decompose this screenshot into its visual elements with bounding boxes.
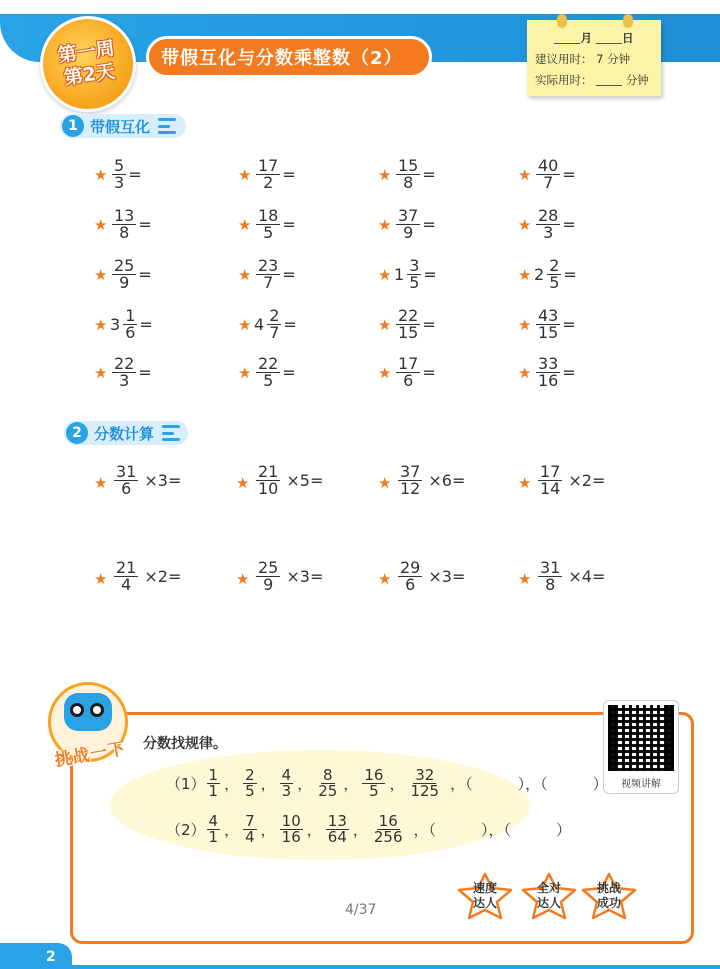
numerator: 10 bbox=[281, 812, 301, 830]
conversion-problem bbox=[394, 258, 437, 291]
fraction bbox=[256, 356, 280, 389]
fraction bbox=[112, 356, 136, 389]
equals-sign: = bbox=[282, 363, 296, 382]
equals-sign: = bbox=[422, 315, 436, 334]
denominator: 1 bbox=[208, 782, 219, 800]
time-sticky-note bbox=[527, 20, 661, 96]
equals-sign: = bbox=[423, 265, 437, 284]
numerator: 21 bbox=[116, 558, 137, 577]
denominator: 7 bbox=[263, 273, 274, 292]
fraction bbox=[407, 258, 421, 291]
month-label: 月 bbox=[580, 31, 592, 45]
star-icon: ★ bbox=[378, 364, 392, 382]
numerator: 13 bbox=[114, 206, 135, 225]
qr-code-icon bbox=[608, 705, 674, 771]
star-icon: ★ bbox=[238, 266, 252, 284]
conversion-problem bbox=[394, 158, 436, 191]
denominator: 7 bbox=[543, 173, 554, 192]
denominator: 8 bbox=[403, 173, 414, 192]
actual-time-blank[interactable] bbox=[596, 72, 622, 86]
star-icon: ★ bbox=[518, 570, 532, 588]
fraction bbox=[114, 464, 138, 497]
answer-blanks[interactable]: ，（ ），（ ） bbox=[450, 775, 608, 793]
denominator: 4 bbox=[121, 575, 132, 594]
dashes-icon bbox=[162, 425, 184, 441]
fraction bbox=[408, 768, 441, 799]
challenge-label: 挑战一下 bbox=[53, 738, 128, 772]
badge-label: 速度 达人 bbox=[472, 881, 497, 910]
equals-sign: = bbox=[563, 265, 577, 284]
fraction bbox=[536, 158, 560, 191]
numerator: 13 bbox=[327, 812, 347, 830]
star-icon: ★ bbox=[518, 216, 532, 234]
star-icon: ★ bbox=[518, 364, 532, 382]
equals-sign: = bbox=[139, 315, 153, 334]
star-icon: ★ bbox=[94, 266, 108, 284]
numerator: 40 bbox=[538, 156, 559, 175]
separator: ， bbox=[224, 821, 240, 839]
fraction bbox=[256, 208, 280, 241]
numerator: 7 bbox=[245, 812, 255, 830]
conversion-problem bbox=[534, 208, 576, 241]
section-2-heading bbox=[64, 421, 188, 445]
star-icon: ★ bbox=[94, 216, 108, 234]
conversion-problem bbox=[394, 208, 436, 241]
denominator: 64 bbox=[327, 828, 347, 846]
fraction bbox=[243, 814, 257, 845]
numerator: 1 bbox=[125, 306, 136, 325]
page-indicator: 4/37 bbox=[345, 902, 377, 918]
numerator: 2 bbox=[269, 306, 280, 325]
section-number: 1 bbox=[62, 115, 84, 137]
fraction bbox=[316, 768, 339, 799]
achievement-badge[interactable] bbox=[580, 872, 638, 920]
numerator: 31 bbox=[540, 558, 561, 577]
numerator: 37 bbox=[400, 462, 421, 481]
sequence-1 bbox=[166, 768, 608, 799]
fraction bbox=[372, 814, 405, 845]
whole-number: 4 bbox=[254, 315, 265, 334]
separator: ， bbox=[306, 821, 322, 839]
numerator: 28 bbox=[538, 206, 559, 225]
denominator: 15 bbox=[398, 323, 419, 342]
suggested-time-row bbox=[535, 49, 653, 70]
equals-sign: = bbox=[422, 215, 436, 234]
equals-sign: = bbox=[128, 165, 142, 184]
multiplier: ×5= bbox=[286, 471, 324, 490]
star-icon: ★ bbox=[94, 364, 108, 382]
fraction bbox=[547, 258, 561, 291]
date-row bbox=[535, 28, 653, 49]
equals-sign: = bbox=[562, 363, 576, 382]
sequence-label: （1） bbox=[166, 775, 206, 793]
multiplication-problem bbox=[536, 560, 605, 593]
fraction bbox=[396, 356, 420, 389]
day-blank[interactable] bbox=[596, 30, 622, 44]
star-icon: ★ bbox=[238, 216, 252, 234]
star-icon: ★ bbox=[94, 474, 108, 492]
numerator: 25 bbox=[114, 256, 135, 275]
numerator: 33 bbox=[538, 354, 559, 373]
multiplication-problem bbox=[396, 464, 465, 497]
fraction bbox=[536, 208, 560, 241]
lesson-title bbox=[146, 36, 432, 78]
numerator: 18 bbox=[258, 206, 279, 225]
conversion-problem bbox=[110, 356, 152, 389]
denominator: 3 bbox=[281, 782, 292, 800]
star-icon: ★ bbox=[518, 474, 532, 492]
suggested-time-label: 建议用时： bbox=[535, 52, 593, 66]
conversion-problem bbox=[394, 308, 436, 341]
denominator: 5 bbox=[549, 273, 560, 292]
numerator: 17 bbox=[258, 156, 279, 175]
denominator: 12 bbox=[400, 479, 421, 498]
denominator: 8 bbox=[545, 575, 556, 594]
separator: ， bbox=[260, 775, 276, 793]
conversion-problem bbox=[110, 308, 153, 341]
equals-sign: = bbox=[138, 215, 152, 234]
star-icon: ★ bbox=[236, 570, 250, 588]
star-icon: ★ bbox=[94, 570, 108, 588]
fraction bbox=[536, 308, 560, 341]
conversion-problem bbox=[534, 258, 577, 291]
fraction bbox=[112, 208, 136, 241]
numerator: 25 bbox=[258, 558, 279, 577]
fraction bbox=[536, 356, 560, 389]
denominator: 3 bbox=[119, 371, 130, 390]
numerator: 3 bbox=[409, 256, 420, 275]
denominator: 1 bbox=[208, 828, 219, 846]
eye-icon bbox=[70, 703, 84, 717]
numerator: 32 bbox=[415, 766, 435, 784]
multiplication-problem bbox=[396, 560, 465, 593]
denominator: 6 bbox=[403, 371, 414, 390]
day-label: 第2天 bbox=[62, 60, 117, 90]
denominator: 5 bbox=[245, 782, 255, 800]
denominator: 9 bbox=[403, 223, 414, 242]
star-icon: ★ bbox=[238, 316, 252, 334]
numerator: 4 bbox=[281, 766, 292, 784]
denominator: 15 bbox=[538, 323, 559, 342]
section-1-heading bbox=[60, 114, 186, 138]
fraction bbox=[207, 768, 221, 799]
numerator: 2 bbox=[549, 256, 560, 275]
fraction bbox=[112, 158, 126, 191]
numerator: 37 bbox=[398, 206, 419, 225]
denominator: 4 bbox=[245, 828, 255, 846]
multiplier: ×3= bbox=[428, 567, 466, 586]
fraction bbox=[267, 308, 281, 341]
multiplier: ×4= bbox=[568, 567, 606, 586]
equals-sign: = bbox=[282, 265, 296, 284]
numerator: 16 bbox=[364, 766, 384, 784]
star-icon: ★ bbox=[378, 474, 392, 492]
denominator: 9 bbox=[119, 273, 130, 292]
sequence-2 bbox=[166, 814, 571, 845]
star-icon: ★ bbox=[238, 166, 252, 184]
pin-icon bbox=[623, 14, 633, 28]
fraction bbox=[538, 560, 562, 593]
conversion-problem bbox=[110, 258, 152, 291]
day-label-note: 日 bbox=[622, 31, 634, 45]
numerator: 21 bbox=[258, 462, 279, 481]
denominator: 10 bbox=[258, 479, 279, 498]
numerator: 2 bbox=[245, 766, 255, 784]
numerator: 17 bbox=[540, 462, 561, 481]
qr-code[interactable] bbox=[603, 700, 679, 794]
conversion-problem bbox=[394, 356, 436, 389]
denominator: 5 bbox=[263, 371, 274, 390]
star-icon: ★ bbox=[378, 216, 392, 234]
numerator: 43 bbox=[538, 306, 559, 325]
suggested-time-value: 7 bbox=[596, 52, 604, 66]
conversion-problem bbox=[254, 308, 297, 341]
equals-sign: = bbox=[282, 215, 296, 234]
denominator: 16 bbox=[281, 828, 301, 846]
denominator: 6 bbox=[121, 479, 132, 498]
badge-label: 挑战 成功 bbox=[596, 881, 621, 910]
fraction bbox=[256, 158, 280, 191]
actual-time-row bbox=[535, 70, 653, 91]
separator: ， bbox=[389, 775, 405, 793]
fraction bbox=[112, 258, 136, 291]
equals-sign: = bbox=[422, 363, 436, 382]
fraction bbox=[326, 814, 349, 845]
numerator: 1 bbox=[208, 766, 219, 784]
denominator: 125 bbox=[410, 782, 440, 800]
multiplication-problem bbox=[254, 464, 323, 497]
fraction bbox=[256, 258, 280, 291]
denominator: 2 bbox=[263, 173, 274, 192]
fraction bbox=[207, 814, 221, 845]
denominator: 5 bbox=[263, 223, 274, 242]
eye-icon bbox=[90, 703, 104, 717]
fraction bbox=[396, 308, 420, 341]
star-icon: ★ bbox=[94, 316, 108, 334]
dashes-icon bbox=[158, 118, 180, 134]
conversion-problem bbox=[534, 356, 576, 389]
denominator: 6 bbox=[125, 323, 136, 342]
fraction bbox=[538, 464, 562, 497]
denominator: 3 bbox=[114, 173, 125, 192]
numerator: 5 bbox=[114, 156, 125, 175]
multiplier: ×3= bbox=[286, 567, 324, 586]
conversion-problem bbox=[110, 208, 152, 241]
star-icon: ★ bbox=[518, 266, 532, 284]
conversion-problem bbox=[110, 158, 142, 191]
fraction bbox=[280, 768, 294, 799]
fraction bbox=[362, 768, 385, 799]
conversion-problem bbox=[254, 158, 296, 191]
equals-sign: = bbox=[562, 315, 576, 334]
numerator: 22 bbox=[114, 354, 135, 373]
star-icon: ★ bbox=[378, 570, 392, 588]
numerator: 29 bbox=[400, 558, 421, 577]
equals-sign: = bbox=[138, 265, 152, 284]
achievement-badge[interactable] bbox=[456, 872, 514, 920]
numerator: 8 bbox=[323, 766, 333, 784]
section-number: 2 bbox=[66, 422, 88, 444]
conversion-problem bbox=[254, 208, 296, 241]
week-label: 第一周 bbox=[56, 37, 117, 67]
fraction bbox=[256, 560, 280, 593]
separator: ， bbox=[224, 775, 240, 793]
actual-time-label: 实际用时： bbox=[535, 73, 593, 87]
equals-sign: = bbox=[422, 165, 436, 184]
badge-label: 全对 达人 bbox=[536, 881, 561, 910]
multiplier: ×2= bbox=[144, 567, 182, 586]
equals-sign: = bbox=[138, 363, 152, 382]
equals-sign: = bbox=[282, 165, 296, 184]
star-icon: ★ bbox=[378, 166, 392, 184]
pin-icon bbox=[557, 14, 567, 28]
fraction bbox=[243, 768, 257, 799]
separator: ， bbox=[260, 821, 276, 839]
minutes-unit: 分钟 bbox=[607, 52, 631, 66]
multiplication-problem bbox=[254, 560, 323, 593]
denominator: 5 bbox=[369, 782, 379, 800]
denominator: 16 bbox=[538, 371, 559, 390]
denominator: 256 bbox=[373, 828, 403, 846]
lesson-title-text: 带假互化与分数乘整数（2） bbox=[161, 48, 403, 69]
separator: ， bbox=[297, 775, 313, 793]
star-icon: ★ bbox=[236, 474, 250, 492]
fraction bbox=[256, 464, 280, 497]
multiplier: ×2= bbox=[568, 471, 606, 490]
numerator: 16 bbox=[378, 812, 398, 830]
conversion-problem bbox=[534, 158, 576, 191]
numerator: 22 bbox=[398, 306, 419, 325]
fraction bbox=[398, 560, 422, 593]
answer-blanks[interactable]: ，（ ），（ ） bbox=[413, 821, 572, 839]
star-icon: ★ bbox=[378, 266, 392, 284]
multiplication-problem bbox=[536, 464, 605, 497]
numerator: 15 bbox=[398, 156, 419, 175]
month-blank[interactable] bbox=[554, 30, 580, 44]
section-title: 带假互化 bbox=[90, 117, 151, 136]
equals-sign: = bbox=[562, 215, 576, 234]
robot-mascot-icon bbox=[64, 693, 112, 731]
fraction bbox=[123, 308, 137, 341]
equals-sign: = bbox=[562, 165, 576, 184]
denominator: 8 bbox=[119, 223, 130, 242]
achievement-badge[interactable] bbox=[520, 872, 578, 920]
conversion-problem bbox=[534, 308, 576, 341]
denominator: 7 bbox=[269, 323, 280, 342]
fraction bbox=[280, 814, 303, 845]
star-icon: ★ bbox=[238, 364, 252, 382]
fraction bbox=[398, 464, 422, 497]
whole-number: 2 bbox=[534, 265, 545, 284]
page-number: 2 bbox=[0, 943, 72, 969]
conversion-problem bbox=[254, 356, 296, 389]
numerator: 23 bbox=[258, 256, 279, 275]
denominator: 25 bbox=[318, 782, 338, 800]
star-icon: ★ bbox=[518, 316, 532, 334]
conversion-problem bbox=[254, 258, 296, 291]
star-icon: ★ bbox=[94, 166, 108, 184]
star-icon: ★ bbox=[378, 316, 392, 334]
section-title: 分数计算 bbox=[94, 424, 155, 443]
fraction bbox=[396, 158, 420, 191]
header-cap bbox=[0, 0, 720, 14]
star-icon: ★ bbox=[518, 166, 532, 184]
denominator: 6 bbox=[405, 575, 416, 594]
numerator: 31 bbox=[116, 462, 137, 481]
multiplication-problem bbox=[112, 560, 181, 593]
multiplication-problem bbox=[112, 464, 181, 497]
minutes-unit: 分钟 bbox=[625, 73, 649, 87]
numerator: 22 bbox=[258, 354, 279, 373]
separator: ， bbox=[352, 821, 368, 839]
multiplier: ×3= bbox=[144, 471, 182, 490]
sequence-label: （2） bbox=[166, 821, 206, 839]
numerator: 17 bbox=[398, 354, 419, 373]
denominator: 5 bbox=[409, 273, 420, 292]
multiplier: ×6= bbox=[428, 471, 466, 490]
separator: ， bbox=[343, 775, 359, 793]
bottom-rule bbox=[0, 965, 720, 969]
whole-number: 3 bbox=[110, 315, 121, 334]
fraction bbox=[396, 208, 420, 241]
numerator: 4 bbox=[208, 812, 219, 830]
challenge-title: 分数找规律。 bbox=[143, 736, 227, 752]
denominator: 9 bbox=[263, 575, 274, 594]
denominator: 14 bbox=[540, 479, 561, 498]
whole-number: 1 bbox=[394, 265, 405, 284]
qr-label: 视频讲解 bbox=[621, 779, 661, 790]
fraction bbox=[114, 560, 138, 593]
denominator: 3 bbox=[543, 223, 554, 242]
equals-sign: = bbox=[283, 315, 297, 334]
